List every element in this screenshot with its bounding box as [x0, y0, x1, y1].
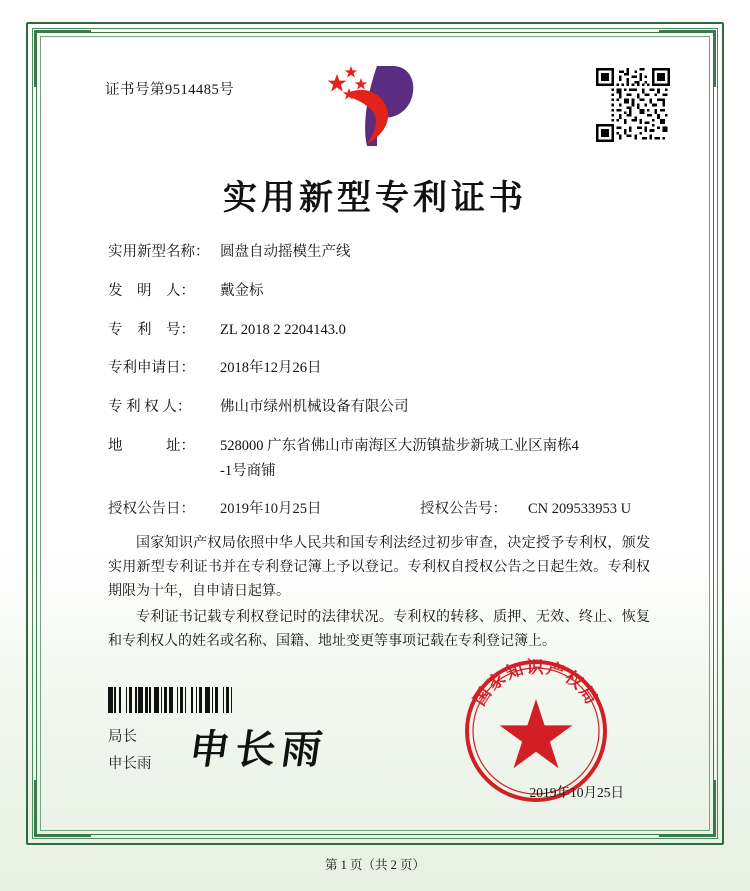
page-footer: 第 1 页（共 2 页） — [324, 858, 425, 872]
field-label: 专 利 权 人： — [108, 399, 192, 415]
field-value: ZL 2018 2 2204143.0 — [220, 321, 346, 338]
field-inventor — [108, 281, 650, 303]
legal-text — [108, 532, 650, 656]
certificate-number: 证书号第9514485号 — [105, 82, 235, 98]
field-value-line1: 528000 广东省佛山市南海区大沥镇盐步新城工业区南栋4 — [220, 437, 579, 454]
field-label: 地 址： — [108, 437, 195, 454]
field-patentee — [108, 397, 650, 419]
qr-code — [596, 68, 670, 142]
field-value: 圆盘自动摇模生产线 — [220, 244, 351, 260]
field-value: 2018年12月26日 — [220, 360, 322, 377]
seal-date: 2019年10月25日 — [529, 785, 624, 800]
field-value-line2: -1号商铺 — [220, 462, 276, 479]
handwritten-signature: 申长雨 — [186, 727, 331, 772]
grant-date-value: 2019年10月25日 — [220, 501, 322, 518]
grant-date-label: 授权公告日： — [108, 501, 195, 518]
field-patent-number — [108, 320, 650, 342]
certificate-content — [60, 52, 690, 831]
grant-number-value: CN 209533953 U — [528, 501, 632, 518]
field-address — [108, 436, 650, 483]
director-name-label: 申长雨 — [108, 756, 152, 773]
field-invention-name — [108, 242, 650, 264]
signature-block — [108, 724, 152, 779]
field-label: 专利申请日： — [108, 360, 195, 377]
field-application-date — [108, 358, 650, 380]
field-list — [108, 242, 650, 535]
legal-paragraph-2: 专利证书记载专利权登记时的法律状况。专利权的转移、质押、无效、终止、恢复和专利权人的姓名或名称、国籍、地址变更等事项记载在专利登记簿上。 — [108, 610, 650, 650]
cnipa-logo-icon — [315, 60, 435, 152]
legal-paragraph-1: 国家知识产权局依照中华人民共和国专利法经过初步审查，决定授予专利权，颁发实用新型专利证书并在专利登记簿上予以登记。专利权自授权公告之日起生效。专利权期限为十年，自申请日起算。 — [108, 536, 650, 600]
field-label: 专 利 号： — [108, 321, 195, 338]
field-value — [220, 436, 650, 483]
field-value: 戴金标 — [220, 282, 264, 299]
grant-number-label: 授权公告号： — [420, 501, 507, 518]
svg-text:国家知识产权局: 国家知识产权局 — [469, 658, 603, 710]
barcode — [108, 687, 304, 713]
field-label: 发 明 人： — [108, 282, 195, 299]
page-title: 实用新型专利证书 — [223, 180, 527, 217]
director-title-label: 局长 — [108, 728, 137, 745]
field-label: 实用新型名称： — [108, 244, 210, 260]
field-value: 佛山市绿州机械设备有限公司 — [220, 399, 409, 415]
field-grant-row — [108, 499, 650, 521]
